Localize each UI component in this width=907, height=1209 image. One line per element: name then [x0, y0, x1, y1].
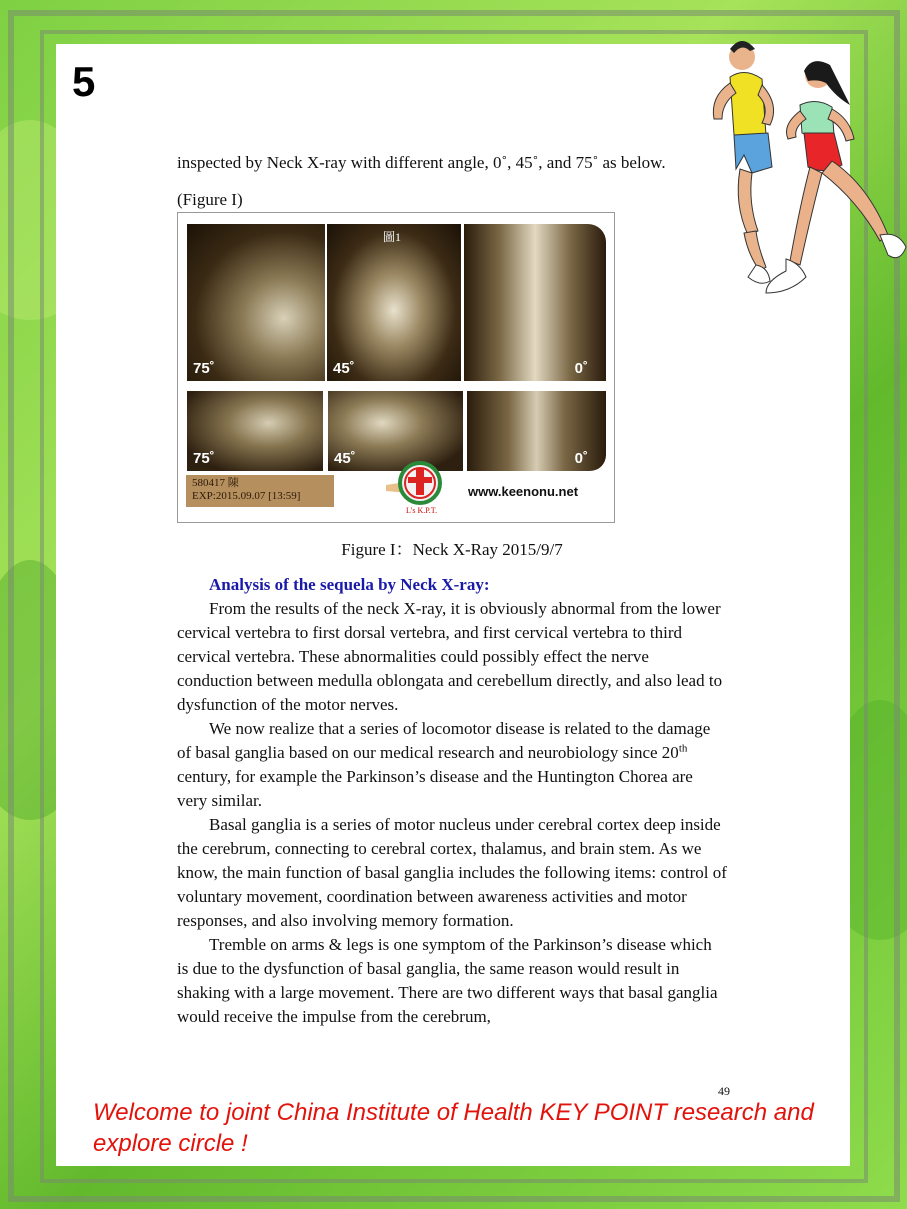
welcome-banner: Welcome to joint China Institute of Health KEY POINT research and explore circle ! — [93, 1099, 814, 1157]
xray-top-75 — [187, 224, 325, 381]
angle-label: 45˚ — [333, 360, 355, 377]
xray-top-45 — [327, 224, 461, 381]
website-label: www.keenonu.net — [468, 484, 579, 499]
figure-caption: Figure I：Neck X-Ray 2015/9/7 — [341, 540, 563, 559]
paragraph-1: From the results of the neck X-ray, it is obviously abnormal from the lower cervical vertebra to first dorsal vertebra, and first cervical vertebra to third cervical vertebra. These abnormalities could possibly effect the nerve conduction between medulla oblongata and cerebellum directly, and also lead to dysfunction of the motor nerves. — [177, 599, 723, 714]
female-runner — [766, 61, 906, 293]
page-number: 5 — [72, 58, 96, 105]
angle-label: 0˚ — [574, 450, 588, 467]
patient-id: 580417 陳 — [192, 477, 239, 489]
angle-label: 75˚ — [193, 360, 215, 377]
figure-mark: 圖1 — [383, 230, 402, 244]
analysis-heading: Analysis of the sequela by Neck X-ray: — [209, 575, 490, 594]
angle-label: 45˚ — [334, 450, 356, 467]
paragraph-2 — [177, 717, 727, 813]
paragraph-4: Tremble on arms & legs is one symptom of the Parkinson’s disease which is due to the dysfunction of basal ganglia, the same reason would result in shaking with a large movement. There are two different ways that basal ganglia would receive the impulse from the cerebrum, — [177, 935, 718, 1026]
paragraph-3: Basal ganglia is a series of motor nucleus under cerebral cortex deep inside the cerebrum, connecting to cerebral cortex, thalamus, and brain stem. As we know, the main function of basal ganglia includes the following items: control of voluntary movement, coordination between awareness activities and motor responses, and also involving memory formation. — [177, 815, 727, 930]
exposure-date: EXP:2015.09.07 [13:59] — [192, 490, 301, 502]
footer-page-number: 49 — [718, 1084, 730, 1098]
kpt-logo — [386, 459, 446, 515]
runners-illustration — [700, 35, 907, 305]
xray-top-0 — [464, 224, 606, 381]
xray-figure — [177, 212, 615, 523]
angle-label: 0˚ — [574, 360, 588, 377]
intro-line: inspected by Neck X-ray with different angle, 0˚, 45˚, and 75˚ as below. — [177, 153, 666, 172]
patient-info-box — [186, 475, 334, 507]
paragraph-2-part-1: We now realize that a series of locomotor disease is related to the damage of basal ganglia based on our medical research and neurobiology since 20 — [177, 719, 711, 762]
logo-text: L's K.P.T. — [406, 506, 438, 515]
superscript-th: th — [678, 742, 688, 755]
xray-bottom-75 — [187, 391, 323, 471]
xray-bottom-0 — [467, 391, 606, 471]
paragraph-2-part-2: century, for example the Parkinson’s disease and the Huntington Chorea are very similar. — [177, 767, 693, 810]
figure-label: (Figure I) — [177, 190, 243, 209]
angle-label: 75˚ — [193, 450, 215, 467]
body-text — [177, 597, 727, 1029]
